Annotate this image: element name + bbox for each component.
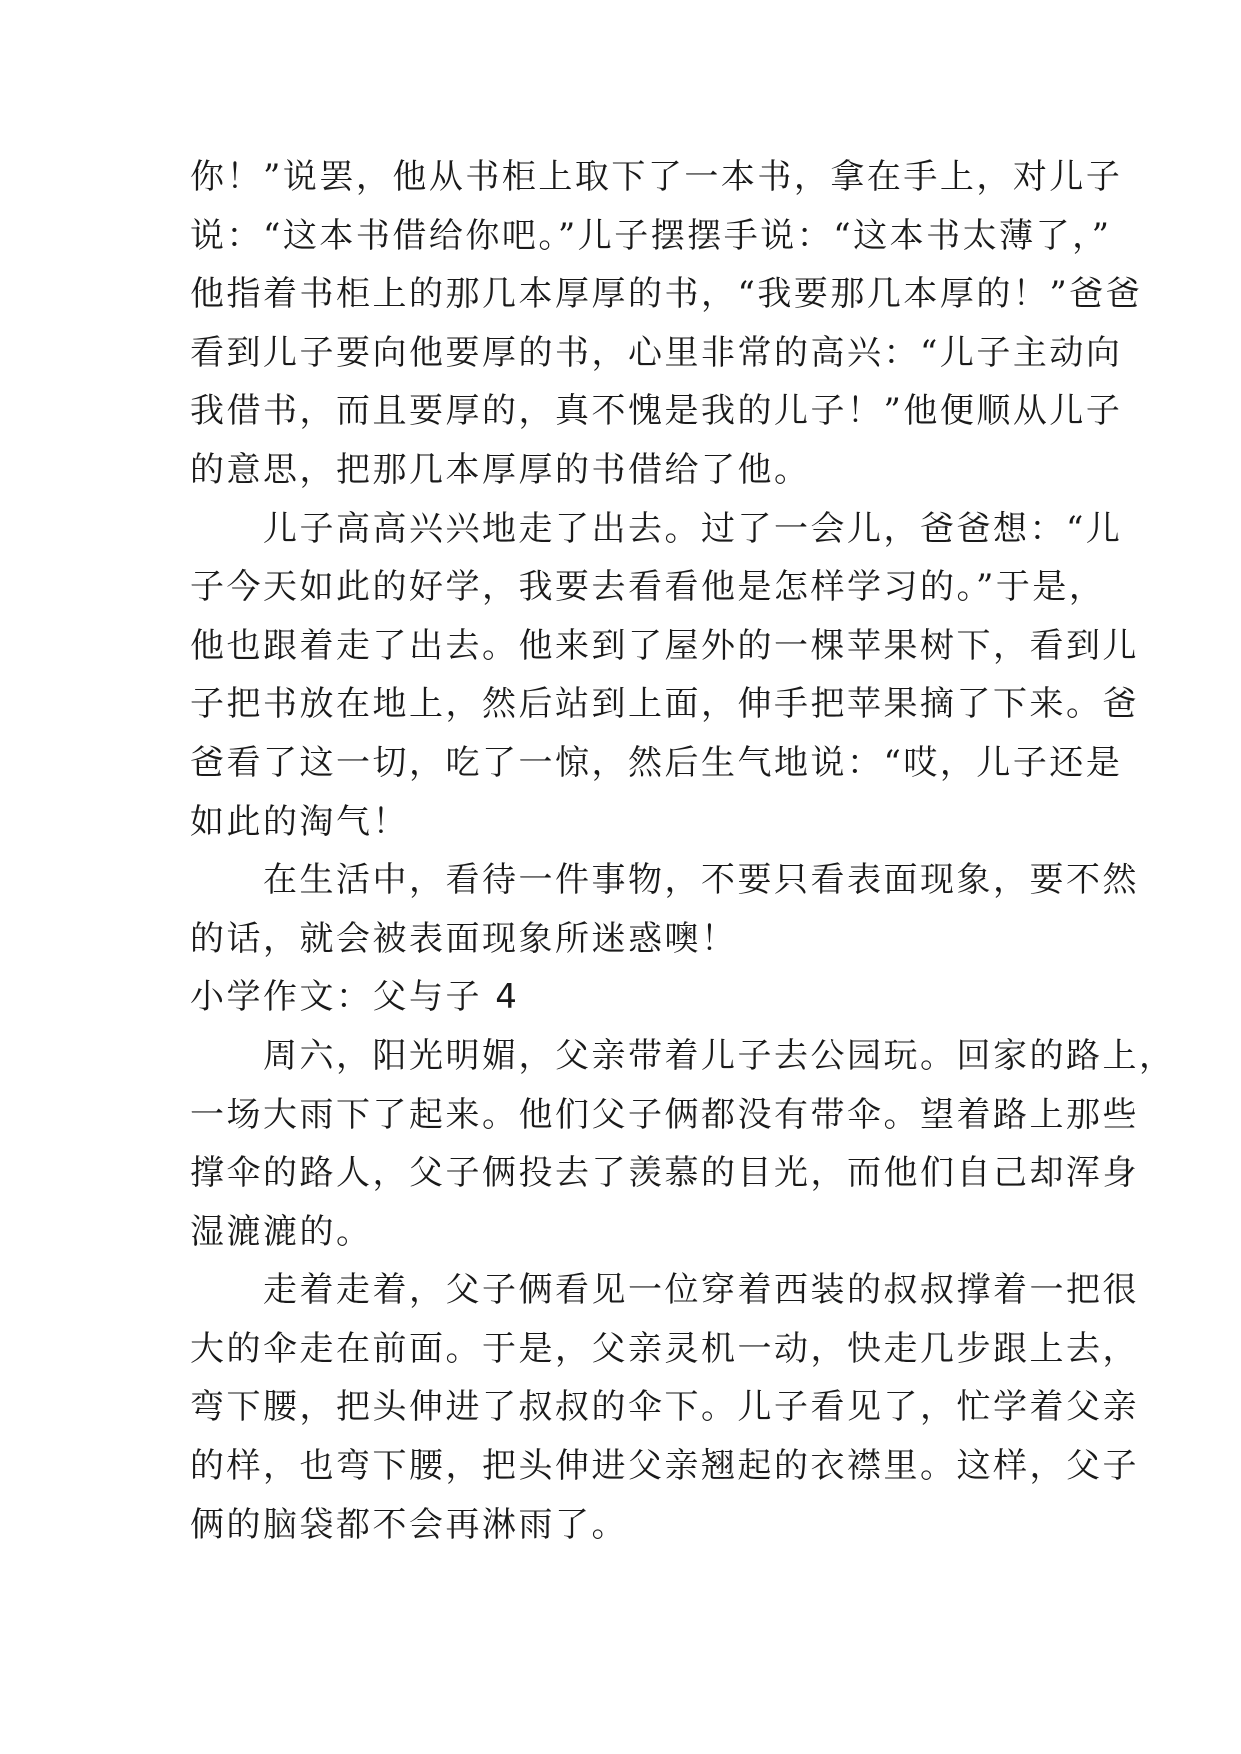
section-heading: 小学作文：父与子 4 [190, 977, 520, 1018]
text-line: 湿漉漉的。 [190, 1211, 373, 1252]
text-line: 你！”说罢，他从书柜上取下了一本书，拿在手上，对儿子 [190, 157, 1123, 197]
text-line: 在生活中，看待一件事物，不要只看表面现象，要不然 [190, 860, 1139, 901]
text-line: 走着走着，父子俩看见一位穿着西装的叔叔撑着一把很 [190, 1270, 1139, 1311]
essay-text [190, 148, 1176, 1554]
text-line: 他指着书柜上的那几本厚厚的书，“我要那几本厚的！”爸爸 [190, 274, 1143, 315]
text-line: 大的伞走在前面。于是，父亲灵机一动，快走几步跟上去， [190, 1328, 1139, 1369]
text-line: 子今天如此的好学，我要去看看他是怎样学习的。”于是， [190, 567, 1106, 608]
text-line: 弯下腰，把头伸进了叔叔的伞下。儿子看见了，忙学着父亲 [190, 1387, 1139, 1428]
text-line: 一场大雨下了起来。他们父子俩都没有带伞。望着路上那些 [190, 1094, 1139, 1135]
text-line: 的意思，把那几本厚厚的书借给了他。 [190, 449, 811, 490]
text-line: 俩的脑袋都不会再淋雨了。 [190, 1504, 628, 1545]
text-line: 子把书放在地上，然后站到上面，伸手把苹果摘了下来。爸 [190, 684, 1139, 725]
text-line: 的样，也弯下腰，把头伸进父亲翘起的衣襟里。这样，父子 [190, 1446, 1139, 1487]
text-line: 说：“这本书借给你吧。”儿子摆摆手说：“这本书太薄了，” [190, 215, 1112, 256]
text-line: 的话，就会被表面现象所迷惑噢！ [190, 918, 738, 959]
text-line: 撑伞的路人，父子俩投去了羡慕的目光，而他们自己却浑身 [190, 1153, 1139, 1194]
text-line: 爸看了这一切，吃了一惊，然后生气地说：“哎，儿子还是 [190, 742, 1123, 783]
text-line: 儿子高高兴兴地走了出去。过了一会儿，爸爸想：“儿 [190, 508, 1123, 549]
text-line: 他也跟着走了出去。他来到了屋外的一棵苹果树下，看到儿 [190, 625, 1139, 666]
text-line: 周六，阳光明媚，父亲带着儿子去公园玩。回家的路上， [190, 1035, 1176, 1076]
text-line: 看到儿子要向他要厚的书，心里非常的高兴：“儿子主动向 [190, 332, 1123, 373]
text-line: 我借书，而且要厚的，真不愧是我的儿子！”他便顺从儿子 [190, 391, 1123, 432]
text-line: 如此的淘气！ [190, 801, 409, 842]
